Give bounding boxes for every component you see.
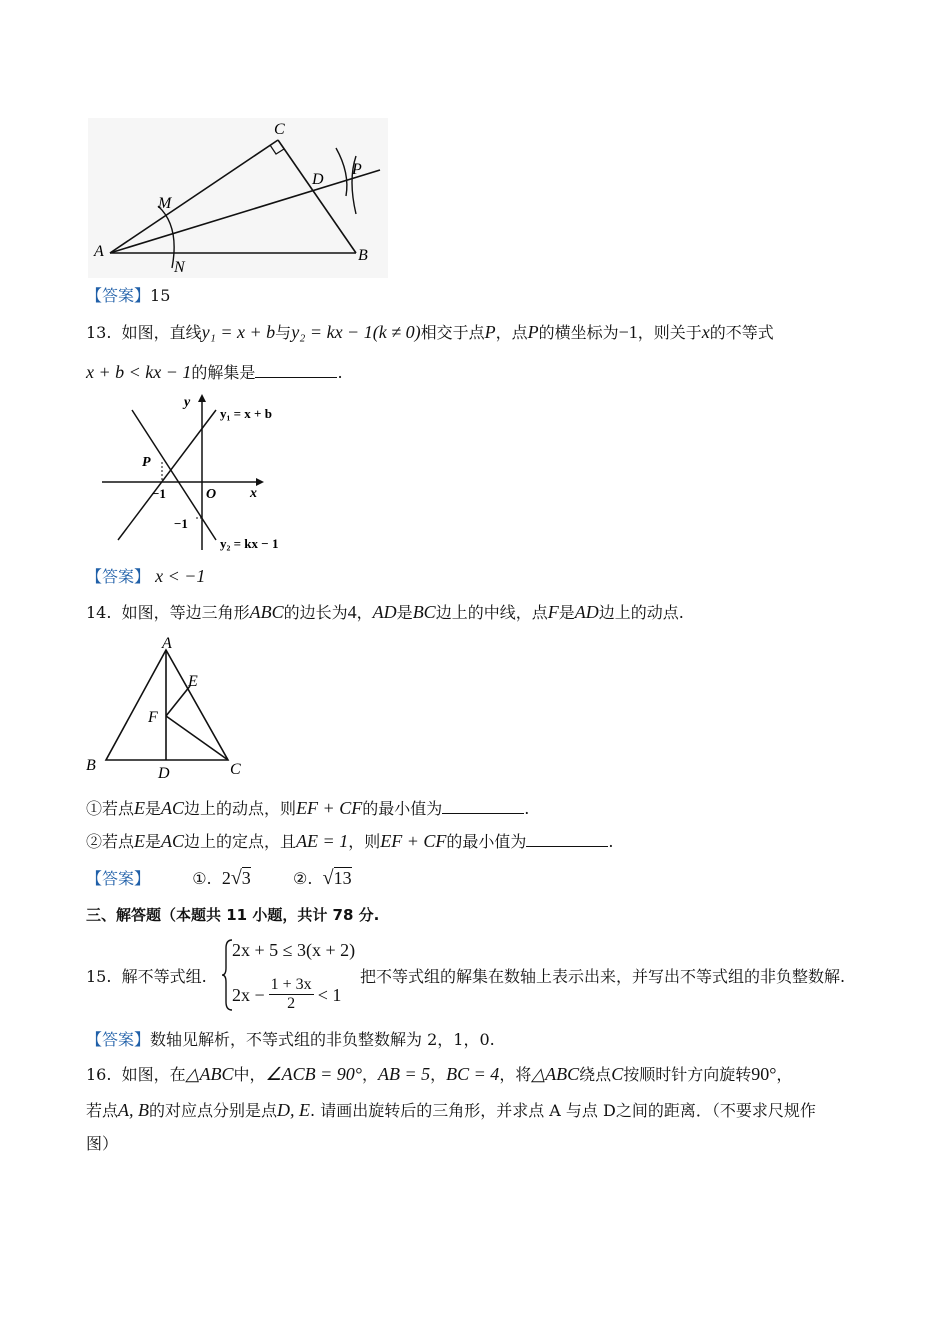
answer-tag: 【答案】: [86, 286, 151, 305]
line1-label: y₁ = x + b: [220, 406, 272, 421]
q13-line1: 13. 如图，直线y₁ = x + b与y₂ = kx − 1(k ≠ 0)相交于点P，点P的横坐标为−1，则关于x的不等式: [86, 322, 774, 342]
q16-line1: 16. 如图，在△ABC中，∠ACB = 90°，AB = 5，BC = 4，将△ABC绕点C按顺时针方向旋转90°，: [86, 1064, 793, 1084]
label-e: E: [188, 673, 198, 690]
q12-answer: [86, 286, 170, 306]
label-d: D: [158, 765, 170, 782]
q16-line2: 若点A, B的对应点分别是点D, E. 请画出旋转后的三角形，并求点 A 与点 D之间的距离．（不要求尺规作: [86, 1100, 816, 1120]
section-title: 三、解答题（本题共 11 小题，共计 78 分.: [86, 906, 380, 924]
label-b: B: [86, 757, 96, 774]
answer-blank[interactable]: [442, 799, 524, 814]
origin-label: O: [206, 487, 217, 502]
label-p: P: [352, 161, 362, 178]
label-c: C: [230, 761, 241, 778]
label-c: C: [274, 121, 285, 138]
axis-x-label: x: [250, 486, 257, 501]
q14-part2: ②若点E是AC边上的定点，且AE = 1，则EF + CF的最小值为 .: [86, 831, 614, 851]
answer-blank[interactable]: [526, 832, 608, 847]
q13-answer: 【答案】 x < −1: [86, 566, 206, 586]
q14-text: 14. 如图，等边三角形ABC的边长为4，AD是BC边上的中线，点F是AD边上的动点.: [86, 602, 684, 622]
answer-blank[interactable]: [255, 363, 337, 378]
q15-answer: 【答案】数轴见解析，不等式组的非负整数解为 2，1，0.: [86, 1030, 495, 1049]
label-a: A: [162, 635, 172, 652]
tick-x-neg1: −1: [152, 486, 166, 501]
q15-ineq1: 2x + 5 ≤ 3(x + 2): [232, 940, 356, 960]
q16-line3: 图）: [86, 1134, 119, 1153]
q14-answer: 【答案】 ①. 2√3 ②. √13: [86, 867, 352, 889]
label-f: F: [148, 709, 158, 726]
figure-q14: [82, 632, 252, 782]
axis-y-label: y: [184, 395, 191, 410]
label-m: M: [158, 195, 172, 212]
tick-y-neg1: −1: [174, 516, 188, 531]
q15-ineq2: 2x − $\frac{1 + 3x}{2}$ < 1: [232, 976, 342, 1012]
figure-q12: [88, 118, 388, 278]
label-a: A: [94, 243, 104, 260]
label-b: B: [358, 247, 368, 264]
label-d: D: [312, 171, 324, 188]
answer-value: 15: [150, 286, 171, 305]
q14-part1: ①若点E是AC边上的动点，则EF + CF的最小值为 .: [86, 798, 530, 818]
line2-label: y₂ = kx − 1: [220, 536, 279, 551]
q13-line2: x + b < kx − 1的解集是 .: [86, 362, 343, 382]
q15-number: 15. 解不等式组.: [86, 967, 207, 986]
label-n: N: [174, 259, 185, 276]
figure-q13: [96, 390, 296, 556]
point-p-label: P: [142, 455, 151, 470]
q15-post: 把不等式组的解集在数轴上表示出来，并写出不等式组的非负整数解.: [360, 967, 846, 986]
